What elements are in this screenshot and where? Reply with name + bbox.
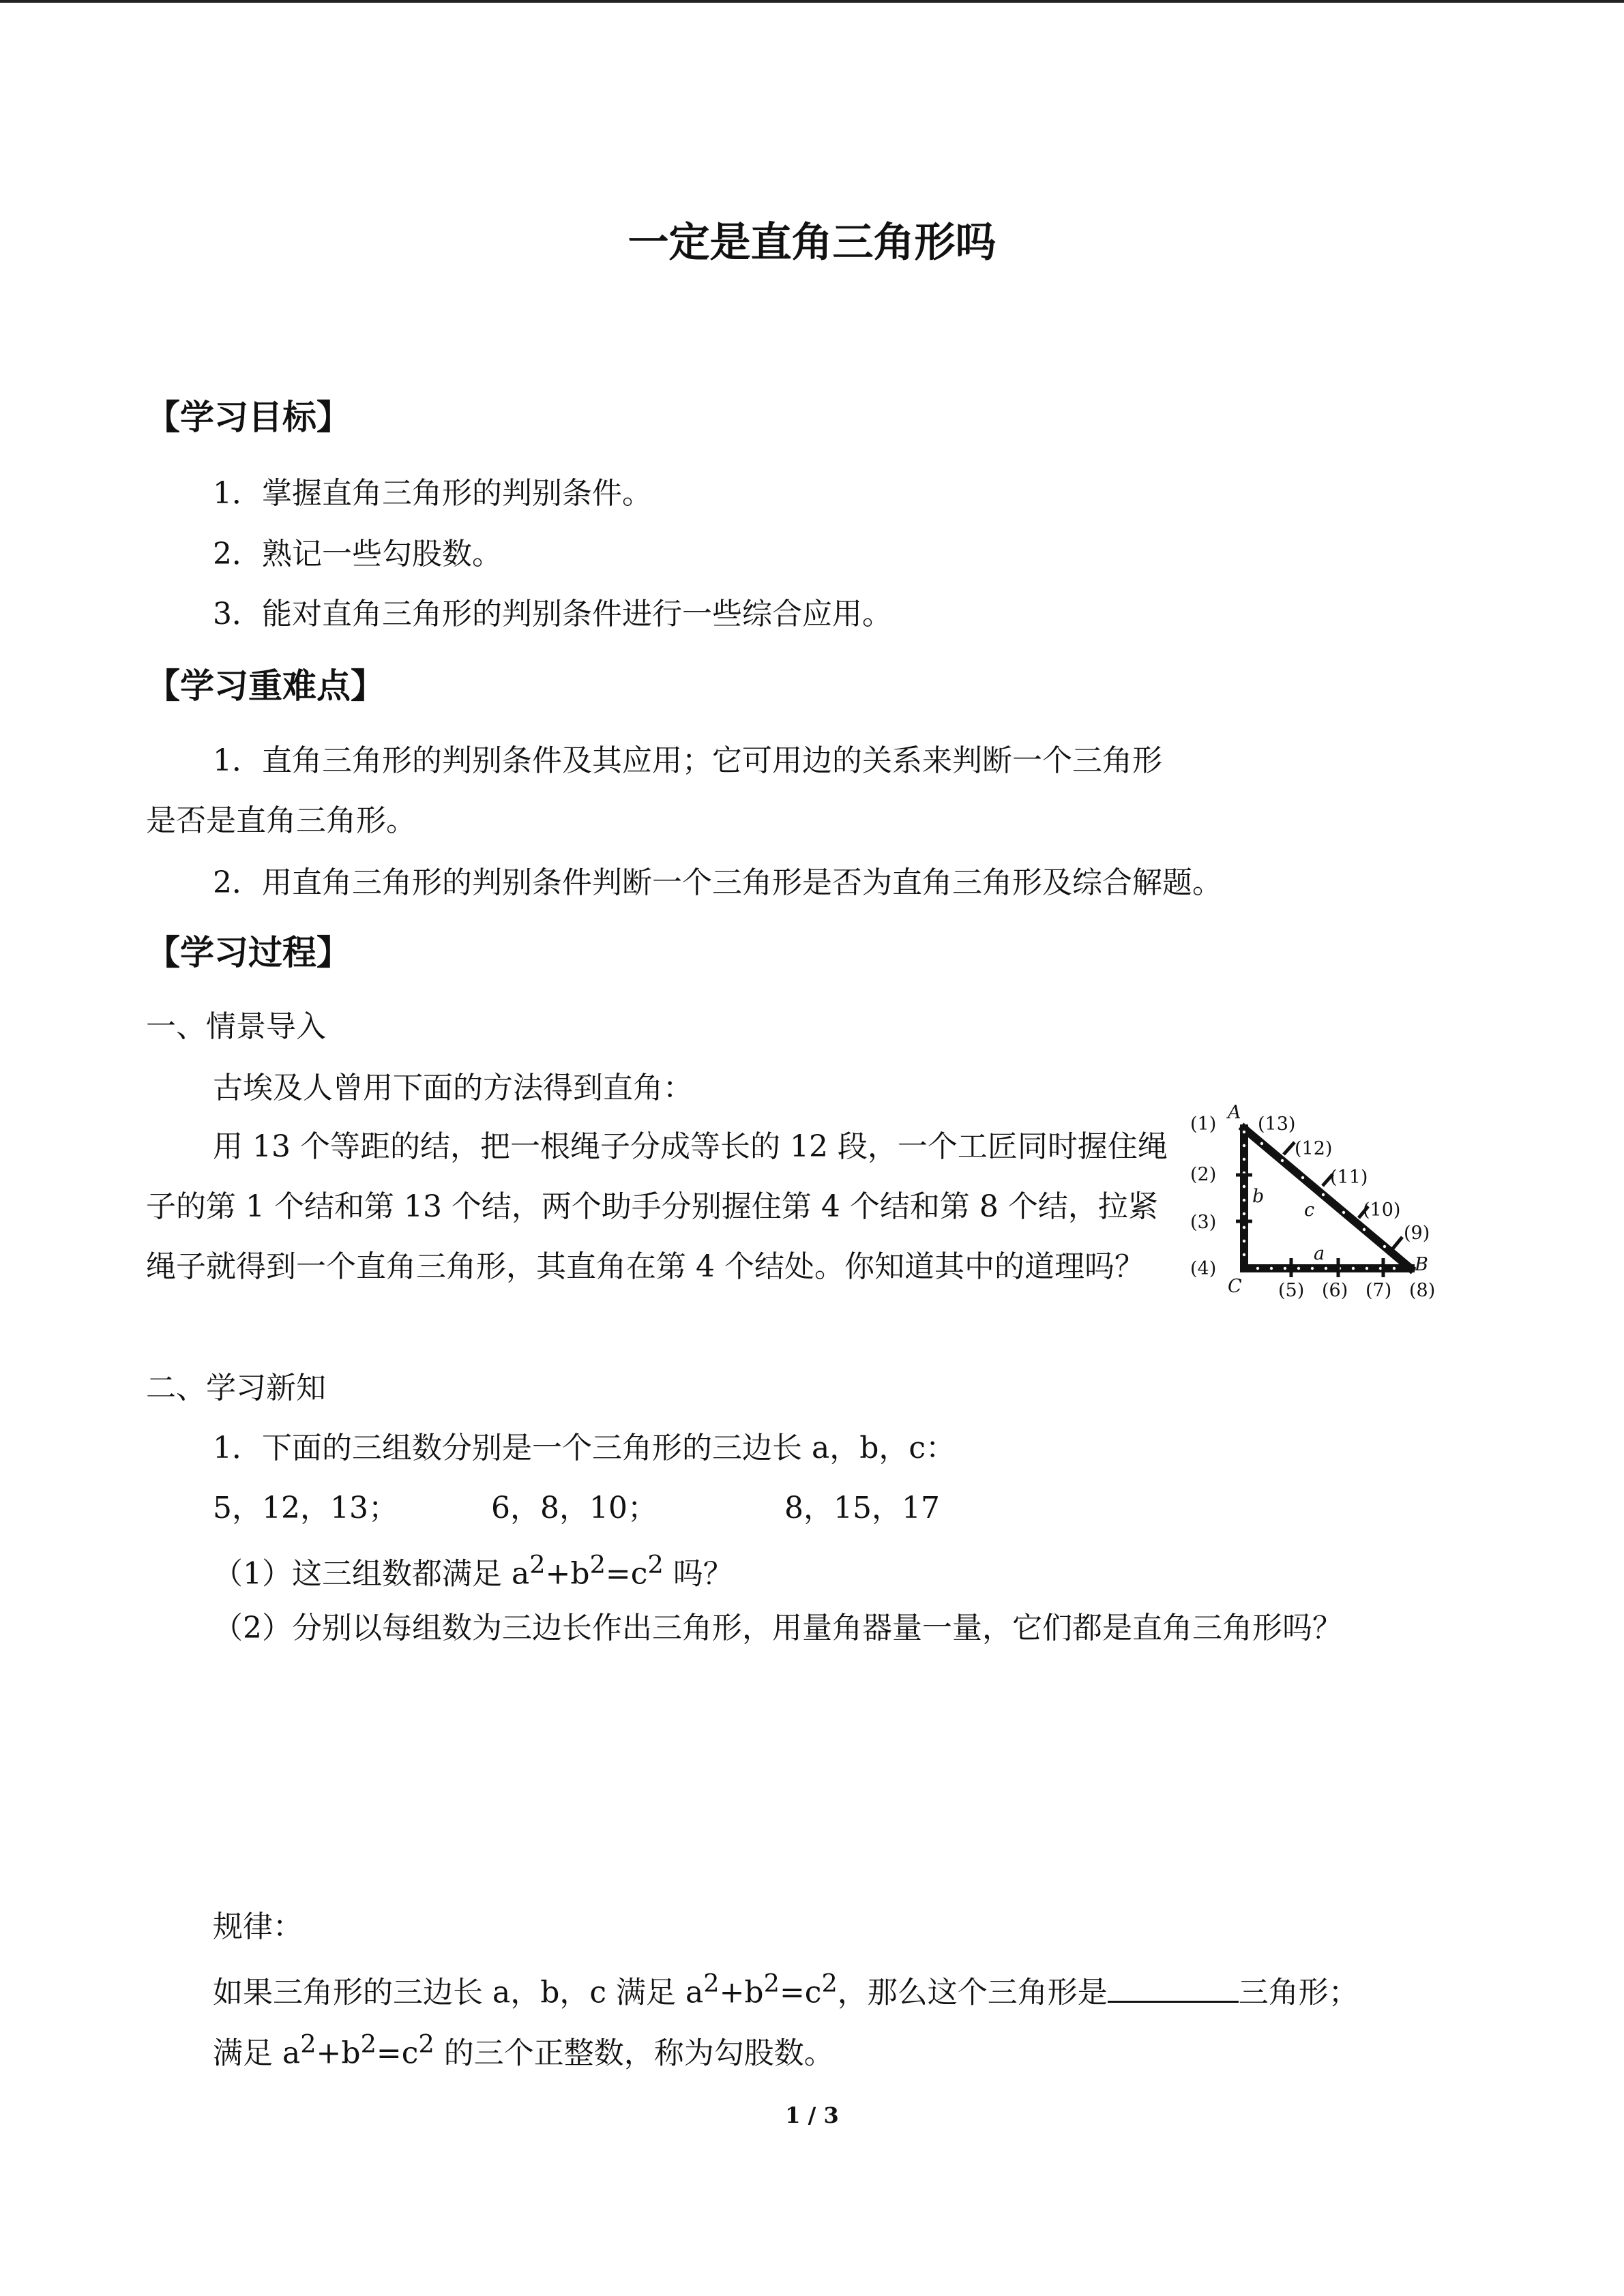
knot-label: (5) bbox=[1278, 1280, 1305, 1301]
knot-label: (11) bbox=[1330, 1167, 1368, 1188]
number-group: 5，12，13； bbox=[213, 1491, 398, 1525]
sub-question-1: （1）这三组数都满足 $a^2+b^2=c^2$ 吗？ bbox=[213, 1550, 733, 1592]
knot-label: (2) bbox=[1190, 1164, 1217, 1185]
page-number: 1 / 3 bbox=[785, 2102, 839, 2128]
objective-item: 2．熟记一些勾股数。 bbox=[213, 537, 502, 571]
rope-triangle-diagram bbox=[1187, 1094, 1446, 1320]
process-heading: 【学习过程】 bbox=[146, 933, 351, 972]
knot-label: (3) bbox=[1190, 1212, 1217, 1233]
knot-label: (7) bbox=[1365, 1280, 1392, 1301]
top-border bbox=[0, 0, 1624, 3]
knot-label: (9) bbox=[1404, 1223, 1430, 1244]
key-point-text: 1．直角三角形的判别条件及其应用；它可用边的关系来判断一个三角形是否是直角三角形。 bbox=[146, 743, 1162, 838]
question-1: 1．下面的三组数分别是一个三角形的三边长 a，b，c： bbox=[213, 1431, 956, 1465]
objective-item: 1．掌握直角三角形的判别条件。 bbox=[213, 476, 652, 511]
section-intro: 古埃及人曾用下面的方法得到直角： bbox=[213, 1071, 693, 1105]
sub-question-2: （2）分别以每组数为三边长作出三角形，用量角器量一量，它们都是直角三角形吗？ bbox=[213, 1611, 1342, 1645]
knot-label: (10) bbox=[1363, 1199, 1401, 1221]
knot-label: (8) bbox=[1409, 1280, 1436, 1301]
answer-blank[interactable] bbox=[1108, 1973, 1239, 2003]
objective-item: 3．能对直角三角形的判别条件进行一些综合应用。 bbox=[213, 597, 892, 631]
document-title: 一定是直角三角形吗 bbox=[628, 219, 996, 267]
key-point-item: 2．用直角三角形的判别条件判断一个三角形是否为直角三角形及综合解题。 bbox=[213, 865, 1222, 900]
vertex-b-label: B bbox=[1415, 1254, 1428, 1275]
side-b-label: b bbox=[1252, 1186, 1265, 1207]
number-group: 6，8，10； bbox=[491, 1491, 658, 1525]
side-a-label: a bbox=[1314, 1243, 1325, 1264]
number-group: 8，15，17 bbox=[784, 1491, 940, 1525]
key-point-item bbox=[146, 731, 1169, 851]
rule-statement: 如果三角形的三边长 a，b，c 满足 $a^2+b^2=c^2$，那么这个三角形是 三角形； bbox=[213, 1969, 1359, 2010]
rule-label: 规律： bbox=[213, 1909, 303, 1944]
knot-label: (6) bbox=[1322, 1280, 1348, 1301]
pythagorean-triple-definition: 满足 $a^2+b^2=c^2$ 的三个正整数，称为勾股数。 bbox=[213, 2029, 834, 2071]
knot-label: (13) bbox=[1258, 1114, 1296, 1135]
vertex-c-label: C bbox=[1228, 1276, 1242, 1297]
section-title: 一、情景导入 bbox=[146, 1009, 326, 1044]
knot-label: (4) bbox=[1190, 1258, 1217, 1279]
objectives-heading: 【学习目标】 bbox=[146, 398, 351, 437]
knot-label: (12) bbox=[1295, 1138, 1333, 1159]
vertex-a-label: A bbox=[1228, 1102, 1241, 1123]
knot-label: (1) bbox=[1190, 1114, 1217, 1135]
scenario-paragraph bbox=[146, 1117, 1169, 1297]
key-points-heading: 【学习重难点】 bbox=[146, 666, 385, 706]
scenario-text: 用 13 个等距的结，把一根绳子分成等长的 12 段，一个工匠同时握住绳子的第 1 个结和第 13 个结，两个助手分别握住第 4 个结和第 8 个结，拉紧绳子就得到一个直角三角形，其直角在第 4 个结处。你知道其中的道理吗？ bbox=[146, 1129, 1168, 1284]
section-title: 二、学习新知 bbox=[146, 1371, 326, 1405]
side-c-label: c bbox=[1304, 1199, 1315, 1221]
